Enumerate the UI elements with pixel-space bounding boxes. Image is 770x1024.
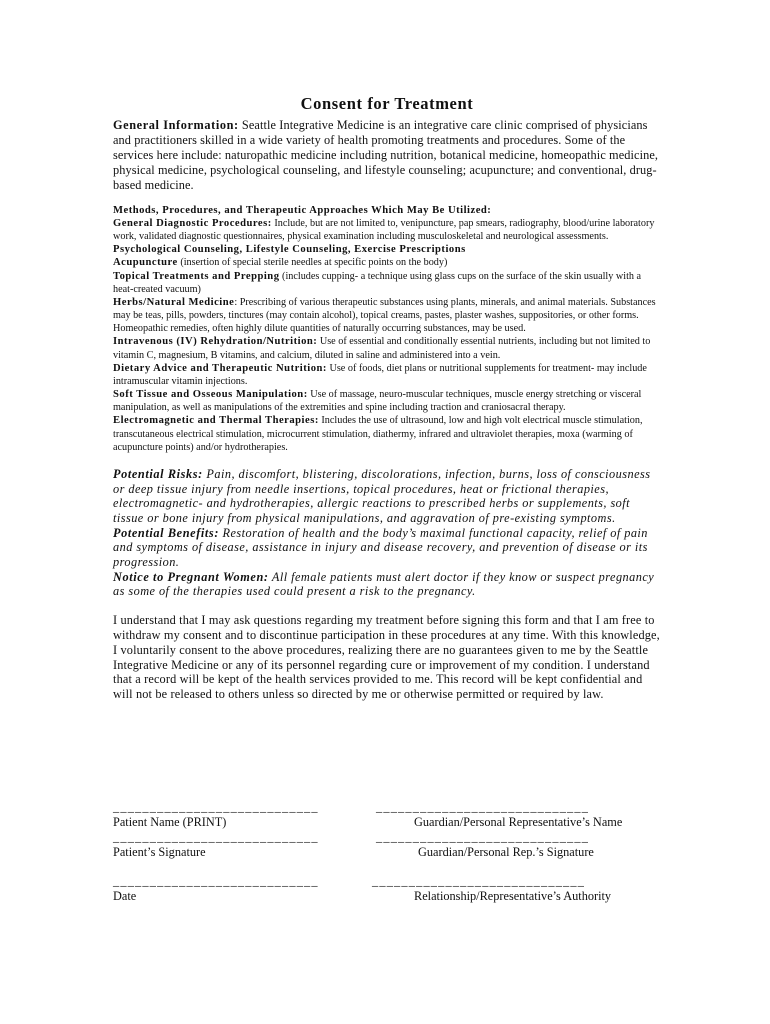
- relationship-line[interactable]: _____________________________: [372, 874, 586, 888]
- risks-benefits-section: [113, 467, 661, 599]
- method-text: (includes cupping- a technique using glass cups on the surface of the skin usually with a heat-created vacuum): [113, 270, 642, 295]
- method-text: (insertion of special sterile needles at specific points on the body): [177, 257, 448, 269]
- potential-risks-label: Potential Risks:: [113, 466, 203, 481]
- method-electromagnetic: [113, 414, 661, 453]
- method-acupuncture: [113, 256, 661, 269]
- methods-heading: Methods, Procedures, and Therapeutic Approaches Which May Be Utilized:: [113, 205, 492, 216]
- relationship-label: Relationship/Representative’s Authority: [414, 889, 612, 903]
- guardian-name-line[interactable]: _____________________________: [376, 800, 590, 814]
- method-text: : Prescribing of various therapeutic substances using plants, minerals, and animal materials. Substances may be teas, pills, powders, tinctures (may contain alcohol), topical creams, pastes, plaster washes, suppositories, or other forms. Homeopathic remedies, often highly dilute quantities of naturally occurring substances, may be used.: [113, 296, 656, 335]
- potential-benefits-text: Restoration of health and the body’s maximal functional capacity, relief of pain and symptoms of disease, assistance in injury and disease recovery, and prevention of disease or its progression.: [113, 525, 648, 570]
- document-title: Consent for Treatment: [300, 94, 474, 113]
- date-line[interactable]: ____________________________: [113, 874, 319, 888]
- patient-signature-label: Patient’s Signature: [113, 845, 206, 859]
- general-information-text: Seattle Integrative Medicine is an integrative care clinic comprised of physicians and practitioners skilled in a wide variety of health promoting treatments and procedures. Some of the services here include: naturopathic medicine including nutrition, botanical medicine, homeopathic medicine, physical medicine, psychological counseling, and lifestyle counseling; acupuncture; and conventional, drug-based medicine.: [113, 118, 659, 192]
- method-text: Use of massage, neuro-muscular techniques, muscle energy stretching or visceral manipulation, as well as manipulations of the extremities and spine including traction and craniosacral therapy.: [113, 389, 642, 414]
- general-information-label: General Information:: [113, 118, 239, 132]
- methods-list: [113, 217, 661, 454]
- method-label: General Diagnostic Procedures:: [113, 218, 272, 229]
- guardian-signature-line[interactable]: _____________________________: [376, 830, 590, 844]
- method-soft-tissue: [113, 388, 661, 414]
- method-label: Intravenous (IV) Rehydration/Nutrition:: [113, 336, 318, 348]
- patient-name-line[interactable]: ____________________________: [113, 800, 319, 814]
- method-counseling: [113, 243, 661, 256]
- potential-benefits-label: Potential Benefits:: [113, 525, 220, 540]
- method-iv: [113, 335, 661, 361]
- consent-statement: I understand that I may ask questions regarding my treatment before signing this form and that I am free to withdraw my consent and to discontinue participation in these procedures at any time. With this knowledge, I voluntarily consent to the above procedures, realizing there are no guarantees given to me by the Seattle Integrative Medicine or any of its personnel regarding cure or improvement of my condition. I understand that a record will be kept of the health services provided to me. This record will be kept confidential and will not be released to others unless so directed by me or otherwise permitted or required by law.: [113, 613, 660, 702]
- method-herbs: [113, 296, 661, 335]
- method-topical: [113, 270, 661, 296]
- potential-risks-text: Pain, discomfort, blistering, discolorations, infection, burns, loss of consciousness or deep tissue injury from needle insertions, topical procedures, heat or frictional therapies, electromagnetic- and hydrotherapies, allergic reactions to prescribed herbs or supplements, soft tissue or bone injury from physical manipulations, and aggravation of pre-existing symptoms.: [113, 466, 651, 525]
- guardian-name-label: Guardian/Personal Representative’s Name: [414, 815, 623, 829]
- method-label: Dietary Advice and Therapeutic Nutrition:: [113, 362, 327, 374]
- method-text: Use of foods, diet plans or nutritional supplements for treatment- may include intramuscular vitamin injections.: [113, 362, 647, 387]
- date-label: Date: [113, 889, 137, 903]
- method-label: Herbs/Natural Medicine: [113, 296, 235, 308]
- method-label: Psychological Counseling, Lifestyle Counseling, Exercise Prescriptions: [113, 244, 466, 256]
- potential-benefits: [113, 526, 661, 570]
- potential-risks: [113, 467, 661, 526]
- method-text: Include, but are not limited to, venipuncture, pap smears, radiography, blood/urine laboratory work, validated diagnostic questionnaires, physical examination including musculoskeletal and neurological assessments.: [113, 218, 655, 243]
- guardian-signature-label: Guardian/Personal Rep.’s Signature: [418, 845, 594, 859]
- general-information: [113, 118, 661, 193]
- method-general-diagnostic: [113, 217, 661, 243]
- patient-signature-line[interactable]: ____________________________: [113, 830, 319, 844]
- method-dietary: [113, 362, 661, 388]
- patient-name-label: Patient Name (PRINT): [113, 815, 227, 829]
- method-text: Includes the use of ultrasound, low and high volt electrical muscle stimulation, transcutaneous electrical stimulation, microcurrent stimulation, diathermy, infrared and ultraviolet therapies, moxa (warming of acupuncture points) and/or hydrotherapies.: [113, 415, 643, 453]
- form-body: [113, 94, 661, 702]
- method-label: Acupuncture: [113, 257, 178, 269]
- pregnant-notice-text: All female patients must alert doctor if they know or suspect pregnancy as some of the therapies used could present a risk to the pregnancy.: [113, 569, 655, 599]
- pregnant-notice-label: Notice to Pregnant Women:: [113, 569, 269, 584]
- method-label: Electromagnetic and Thermal Therapies:: [113, 415, 319, 427]
- method-label: Topical Treatments and Prepping: [113, 270, 280, 282]
- pregnant-notice: [113, 570, 661, 599]
- method-label: Soft Tissue and Osseous Manipulation:: [113, 389, 308, 401]
- method-text: Use of essential and conditionally essential nutrients, including but not limited to vitamin C, magnesium, B vitamins, and calcium, diluted in saline and administered into a vein.: [113, 336, 651, 361]
